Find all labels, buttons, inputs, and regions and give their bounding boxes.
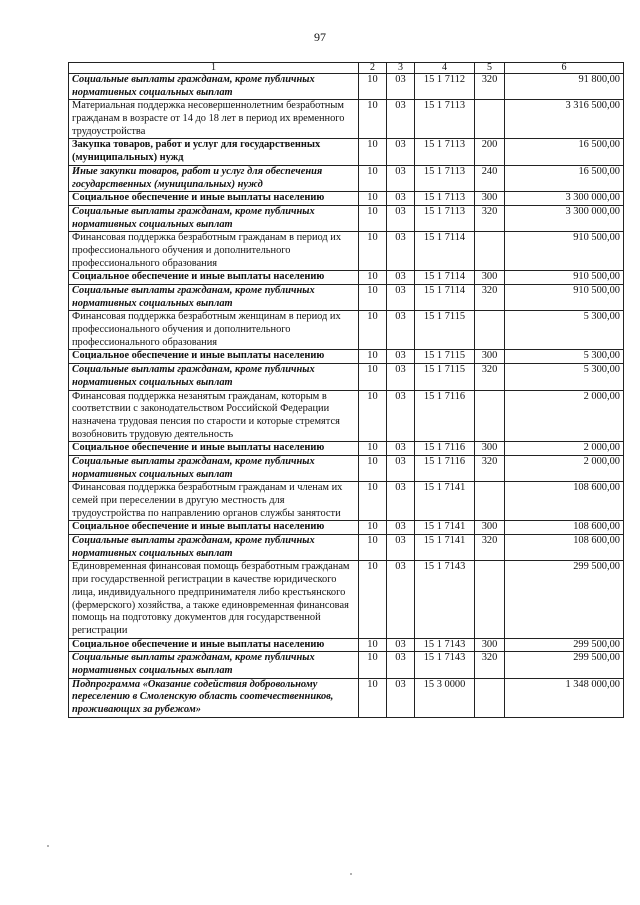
row-subsection-cell: 03 — [387, 442, 415, 456]
row-expense-type-cell — [475, 561, 505, 638]
row-name-cell: Социальное обеспечение и иные выплаты населению — [69, 521, 359, 535]
header-col-5: 5 — [475, 63, 505, 74]
row-section-cell: 10 — [359, 74, 387, 100]
row-amount-cell: 3 300 000,00 — [505, 205, 624, 231]
row-amount-cell: 3 316 500,00 — [505, 100, 624, 139]
row-section-cell: 10 — [359, 521, 387, 535]
row-section-cell: 10 — [359, 652, 387, 678]
table-row — [69, 638, 624, 652]
table-row — [69, 521, 624, 535]
row-subsection-cell: 03 — [387, 74, 415, 100]
row-expense-type-cell — [475, 390, 505, 442]
table-row — [69, 455, 624, 481]
table-row — [69, 535, 624, 561]
row-target-code-cell: 15 1 7115 — [415, 364, 475, 390]
table-body — [69, 74, 624, 718]
row-expense-type-cell — [475, 100, 505, 139]
table-row — [69, 364, 624, 390]
row-amount-cell: 2 000,00 — [505, 442, 624, 456]
row-expense-type-cell: 300 — [475, 350, 505, 364]
row-subsection-cell: 03 — [387, 678, 415, 717]
row-section-cell: 10 — [359, 205, 387, 231]
row-section-cell: 10 — [359, 390, 387, 442]
row-name-cell: Финансовая поддержка незанятым гражданам, которым в соответствии с законодательством Российской Федерации назначена трудовая пенсия по старости и которые стремятся возобновить трудовую деятельность — [69, 390, 359, 442]
table-row — [69, 482, 624, 521]
row-expense-type-cell: 300 — [475, 271, 505, 285]
header-col-1: 1 — [69, 63, 359, 74]
row-subsection-cell: 03 — [387, 482, 415, 521]
row-section-cell: 10 — [359, 311, 387, 350]
row-amount-cell: 2 000,00 — [505, 455, 624, 481]
row-expense-type-cell: 240 — [475, 165, 505, 191]
row-target-code-cell: 15 1 7114 — [415, 232, 475, 271]
table-row — [69, 205, 624, 231]
header-col-4: 4 — [415, 63, 475, 74]
row-subsection-cell: 03 — [387, 192, 415, 206]
row-amount-cell: 299 500,00 — [505, 561, 624, 638]
row-subsection-cell: 03 — [387, 139, 415, 165]
row-target-code-cell: 15 1 7141 — [415, 521, 475, 535]
header-col-2: 2 — [359, 63, 387, 74]
row-target-code-cell: 15 1 7113 — [415, 139, 475, 165]
row-name-cell: Социальные выплаты гражданам, кроме публичных нормативных социальных выплат — [69, 455, 359, 481]
row-section-cell: 10 — [359, 561, 387, 638]
row-expense-type-cell: 320 — [475, 652, 505, 678]
row-section-cell: 10 — [359, 271, 387, 285]
row-amount-cell: 91 800,00 — [505, 74, 624, 100]
row-target-code-cell: 15 1 7113 — [415, 205, 475, 231]
table-row — [69, 192, 624, 206]
table-row — [69, 311, 624, 350]
row-amount-cell: 108 600,00 — [505, 482, 624, 521]
row-name-cell: Социальные выплаты гражданам, кроме публичных нормативных социальных выплат — [69, 74, 359, 100]
row-expense-type-cell: 300 — [475, 638, 505, 652]
row-amount-cell: 3 300 000,00 — [505, 192, 624, 206]
row-section-cell: 10 — [359, 455, 387, 481]
row-amount-cell: 108 600,00 — [505, 535, 624, 561]
row-expense-type-cell: 300 — [475, 521, 505, 535]
row-subsection-cell: 03 — [387, 652, 415, 678]
header-col-3: 3 — [387, 63, 415, 74]
budget-table — [68, 62, 624, 718]
row-expense-type-cell: 200 — [475, 139, 505, 165]
page-number: 97 — [314, 30, 326, 44]
row-target-code-cell: 15 1 7115 — [415, 350, 475, 364]
row-target-code-cell: 15 1 7113 — [415, 192, 475, 206]
row-target-code-cell: 15 1 7116 — [415, 442, 475, 456]
row-expense-type-cell: 320 — [475, 205, 505, 231]
table-row — [69, 442, 624, 456]
row-subsection-cell: 03 — [387, 561, 415, 638]
row-subsection-cell: 03 — [387, 390, 415, 442]
row-amount-cell: 910 500,00 — [505, 285, 624, 311]
row-expense-type-cell: 300 — [475, 442, 505, 456]
row-amount-cell: 910 500,00 — [505, 232, 624, 271]
row-section-cell: 10 — [359, 232, 387, 271]
row-name-cell: Единовременная финансовая помощь безработным гражданам при государственной регистрации в качестве юридического лица, индивидуального предпринимателя либо крестьянского (фермерского) хозяйства, а также единовременная финансовая помощь на подготовку документов для государственной регистрации — [69, 561, 359, 638]
table-row — [69, 652, 624, 678]
row-subsection-cell: 03 — [387, 638, 415, 652]
row-amount-cell: 16 500,00 — [505, 165, 624, 191]
scan-speck — [47, 845, 49, 847]
row-section-cell: 10 — [359, 638, 387, 652]
row-amount-cell: 5 300,00 — [505, 350, 624, 364]
row-name-cell: Финансовая поддержка безработным гражданам и членам их семей при переселении в другую местность для трудоустройства по направлению органов службы занятости — [69, 482, 359, 521]
table-row — [69, 285, 624, 311]
row-name-cell: Социальные выплаты гражданам, кроме публичных нормативных социальных выплат — [69, 535, 359, 561]
table-row — [69, 100, 624, 139]
row-expense-type-cell: 300 — [475, 192, 505, 206]
row-subsection-cell: 03 — [387, 364, 415, 390]
row-expense-type-cell: 320 — [475, 364, 505, 390]
table-row — [69, 678, 624, 717]
row-amount-cell: 1 348 000,00 — [505, 678, 624, 717]
row-expense-type-cell: 320 — [475, 455, 505, 481]
table-row — [69, 390, 624, 442]
row-name-cell: Социальные выплаты гражданам, кроме публичных нормативных социальных выплат — [69, 205, 359, 231]
row-section-cell: 10 — [359, 165, 387, 191]
row-section-cell: 10 — [359, 678, 387, 717]
row-name-cell: Социальные выплаты гражданам, кроме публичных нормативных социальных выплат — [69, 285, 359, 311]
row-target-code-cell: 15 1 7116 — [415, 390, 475, 442]
row-amount-cell: 5 300,00 — [505, 311, 624, 350]
row-name-cell: Социальное обеспечение и иные выплаты населению — [69, 192, 359, 206]
row-name-cell: Финансовая поддержка безработным женщинам в период их профессионального обучения и дополнительного профессионального образования — [69, 311, 359, 350]
table-row — [69, 271, 624, 285]
row-expense-type-cell — [475, 482, 505, 521]
header-col-6: 6 — [505, 63, 624, 74]
row-section-cell: 10 — [359, 192, 387, 206]
table-row — [69, 350, 624, 364]
row-section-cell: 10 — [359, 482, 387, 521]
row-subsection-cell: 03 — [387, 535, 415, 561]
row-expense-type-cell: 320 — [475, 285, 505, 311]
row-amount-cell: 16 500,00 — [505, 139, 624, 165]
row-target-code-cell: 15 1 7143 — [415, 652, 475, 678]
row-amount-cell: 299 500,00 — [505, 638, 624, 652]
table-row — [69, 232, 624, 271]
row-subsection-cell: 03 — [387, 350, 415, 364]
row-name-cell: Финансовая поддержка безработным гражданам в период их профессионального обучения и дополнительного профессионального образования — [69, 232, 359, 271]
row-target-code-cell: 15 1 7114 — [415, 271, 475, 285]
row-amount-cell: 2 000,00 — [505, 390, 624, 442]
row-amount-cell: 299 500,00 — [505, 652, 624, 678]
table-row — [69, 561, 624, 638]
row-target-code-cell: 15 1 7143 — [415, 561, 475, 638]
row-subsection-cell: 03 — [387, 455, 415, 481]
table-header-row — [69, 63, 624, 74]
table-row — [69, 139, 624, 165]
row-name-cell: Социальные выплаты гражданам, кроме публичных нормативных социальных выплат — [69, 652, 359, 678]
row-section-cell: 10 — [359, 535, 387, 561]
row-target-code-cell: 15 1 7141 — [415, 482, 475, 521]
table-row — [69, 74, 624, 100]
scan-speck — [350, 873, 352, 875]
row-name-cell: Социальное обеспечение и иные выплаты населению — [69, 350, 359, 364]
row-name-cell: Социальное обеспечение и иные выплаты населению — [69, 442, 359, 456]
row-subsection-cell: 03 — [387, 285, 415, 311]
row-name-cell: Материальная поддержка несовершеннолетним безработным гражданам в возрасте от 14 до 18 лет в период их временного трудоустройства — [69, 100, 359, 139]
row-expense-type-cell: 320 — [475, 535, 505, 561]
row-section-cell: 10 — [359, 442, 387, 456]
row-expense-type-cell: 320 — [475, 74, 505, 100]
row-target-code-cell: 15 1 7113 — [415, 165, 475, 191]
row-target-code-cell: 15 1 7115 — [415, 311, 475, 350]
row-name-cell: Закупка товаров, работ и услуг для государственных (муниципальных) нужд — [69, 139, 359, 165]
row-target-code-cell: 15 1 7112 — [415, 74, 475, 100]
row-subsection-cell: 03 — [387, 311, 415, 350]
row-expense-type-cell — [475, 232, 505, 271]
row-subsection-cell: 03 — [387, 100, 415, 139]
row-name-cell: Подпрограмма «Оказание содействия добровольному переселению в Смоленскую область соотечественников, проживающих за рубежом» — [69, 678, 359, 717]
row-amount-cell: 5 300,00 — [505, 364, 624, 390]
row-amount-cell: 108 600,00 — [505, 521, 624, 535]
row-expense-type-cell — [475, 678, 505, 717]
row-section-cell: 10 — [359, 350, 387, 364]
row-section-cell: 10 — [359, 139, 387, 165]
row-expense-type-cell — [475, 311, 505, 350]
row-subsection-cell: 03 — [387, 521, 415, 535]
row-subsection-cell: 03 — [387, 271, 415, 285]
row-subsection-cell: 03 — [387, 205, 415, 231]
row-subsection-cell: 03 — [387, 165, 415, 191]
row-target-code-cell: 15 1 7143 — [415, 638, 475, 652]
row-name-cell: Социальное обеспечение и иные выплаты населению — [69, 638, 359, 652]
row-target-code-cell: 15 1 7141 — [415, 535, 475, 561]
row-section-cell: 10 — [359, 100, 387, 139]
row-target-code-cell: 15 1 7113 — [415, 100, 475, 139]
row-target-code-cell: 15 3 0000 — [415, 678, 475, 717]
row-name-cell: Иные закупки товаров, работ и услуг для обеспечения государственных (муниципальных) нужд — [69, 165, 359, 191]
row-target-code-cell: 15 1 7116 — [415, 455, 475, 481]
row-section-cell: 10 — [359, 285, 387, 311]
table-row — [69, 165, 624, 191]
row-amount-cell: 910 500,00 — [505, 271, 624, 285]
row-name-cell: Социальные выплаты гражданам, кроме публичных нормативных социальных выплат — [69, 364, 359, 390]
row-target-code-cell: 15 1 7114 — [415, 285, 475, 311]
row-name-cell: Социальное обеспечение и иные выплаты населению — [69, 271, 359, 285]
row-subsection-cell: 03 — [387, 232, 415, 271]
row-section-cell: 10 — [359, 364, 387, 390]
